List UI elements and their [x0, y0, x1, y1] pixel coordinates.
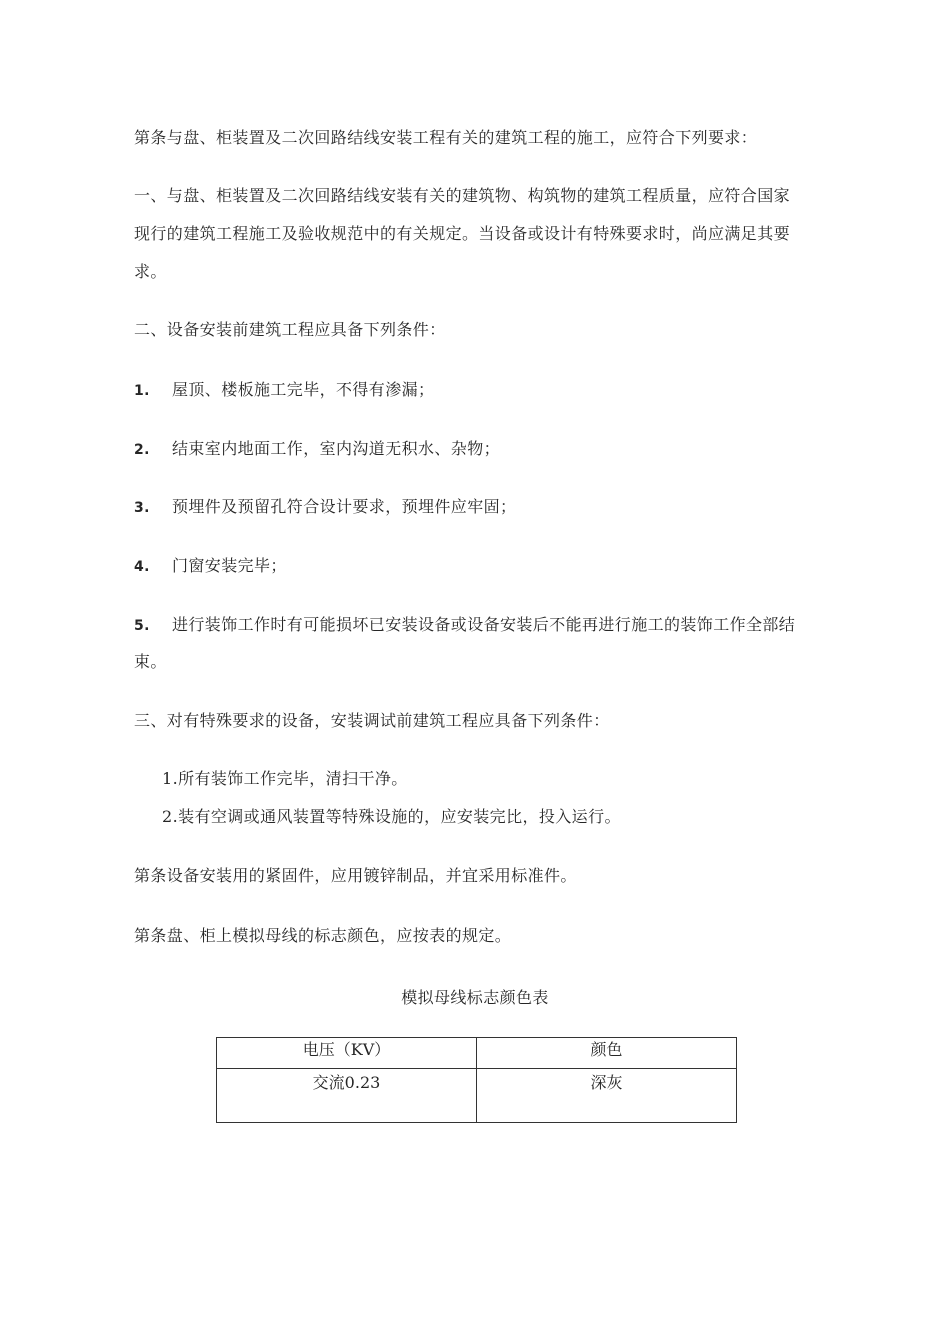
- paragraph-2-line-3: 求。: [134, 262, 167, 281]
- cell-voltage: 交流0.23: [217, 1069, 477, 1123]
- table-caption: 模拟母线标志颜色表: [401, 988, 549, 1007]
- list-text: 屋顶、楼板施工完毕，不得有渗漏；: [172, 380, 435, 399]
- paragraph-2-line-2: 现行的建筑工程施工及验收规范中的有关规定。当设备或设计有特殊要求时，尚应满足其要: [134, 224, 791, 243]
- list-item: [134, 380, 434, 401]
- list-number: 2.: [134, 442, 150, 458]
- cell-color: 深灰: [477, 1069, 737, 1123]
- list-number: 3.: [134, 500, 150, 516]
- sub-list-item: 2.装有空调或通风装置等特殊设施的，应安装完比，投入运行。: [162, 807, 621, 826]
- list-number: 5.: [134, 618, 150, 634]
- list-item: [134, 439, 500, 460]
- list-item-continuation: 束。: [134, 652, 167, 671]
- list-item: [134, 497, 516, 518]
- paragraph-6: 第条盘、柜上模拟母线的标志颜色，应按表的规定。: [134, 926, 512, 945]
- list-item: [134, 556, 287, 577]
- table-row: [217, 1069, 737, 1123]
- paragraph-2-line-1: 一、与盘、柜装置及二次回路结线安装有关的建筑物、构筑物的建筑工程质量，应符合国家: [134, 186, 791, 205]
- sub-list-item: 1.所有装饰工作完毕，清扫干净。: [162, 769, 408, 788]
- header-voltage: 电压（KV）: [217, 1038, 477, 1069]
- list-item: [134, 615, 795, 636]
- header-color: 颜色: [477, 1038, 737, 1069]
- paragraph-1: 第条与盘、柜装置及二次回路结线安装工程有关的建筑工程的施工，应符合下列要求：: [134, 128, 758, 147]
- paragraph-5: 第条设备安装用的紧固件，应用镀锌制品，并宜采用标准件。: [134, 866, 577, 885]
- list-text: 结束室内地面工作，室内沟道无积水、杂物；: [172, 439, 501, 458]
- table-header-row: [217, 1038, 737, 1069]
- list-number: 4.: [134, 559, 150, 575]
- paragraph-4: 三、对有特殊要求的设备，安装调试前建筑工程应具备下列条件：: [134, 711, 610, 730]
- paragraph-3: 二、设备安装前建筑工程应具备下列条件：: [134, 320, 446, 339]
- color-table: [216, 1037, 737, 1123]
- list-text: 进行装饰工作时有可能损坏已安装设备或设备安装后不能再进行施工的装饰工作全部结: [172, 615, 796, 634]
- list-number: 1.: [134, 383, 150, 399]
- list-text: 门窗安装完毕；: [172, 556, 287, 575]
- list-text: 预埋件及预留孔符合设计要求，预埋件应牢固；: [172, 497, 517, 516]
